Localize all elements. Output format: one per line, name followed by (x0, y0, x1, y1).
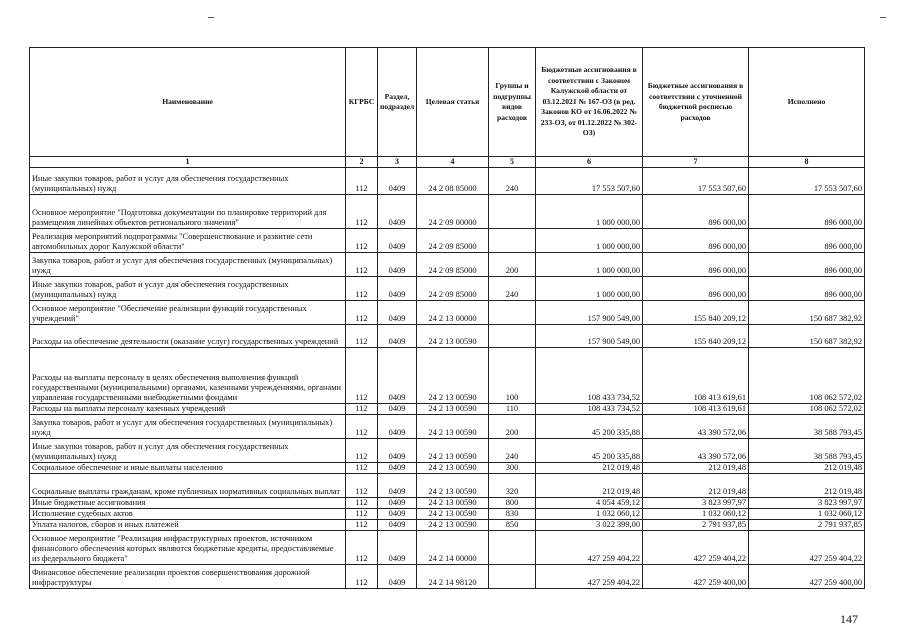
row-kgrbs: 112 (346, 463, 378, 474)
row-executed: 896 000,00 (749, 253, 865, 277)
row-executed: 108 062 572,02 (749, 404, 865, 415)
row-refined: 2 791 937,85 (643, 520, 749, 531)
row-group (489, 229, 536, 253)
row-kgrbs: 112 (346, 565, 378, 589)
row-name: Закупка товаров, работ и услуг для обеспечения государственных (муниципальных) нужд (30, 415, 346, 439)
row-target: 24 2 13 00590 (417, 474, 489, 498)
row-executed: 427 259 400,00 (749, 565, 865, 589)
row-group: 240 (489, 439, 536, 463)
row-name: Основное мероприятие "Подготовка документации по планировке территорий для размещения линейных объектов регионального значения" (30, 195, 346, 229)
row-refined: 17 553 507,60 (643, 168, 749, 195)
row-group: 800 (489, 498, 536, 509)
row-executed: 212 019,48 (749, 474, 865, 498)
row-executed: 17 553 507,60 (749, 168, 865, 195)
row-section: 0409 (378, 498, 417, 509)
header-executed: Исполнено (749, 48, 865, 157)
row-refined: 108 413 619,61 (643, 348, 749, 404)
budget-execution-table (29, 47, 865, 589)
row-section: 0409 (378, 463, 417, 474)
row-target: 24 2 09 85000 (417, 253, 489, 277)
row-group: 100 (489, 348, 536, 404)
row-section: 0409 (378, 415, 417, 439)
header-group: Группы и подгруппы видов расходов (489, 48, 536, 157)
row-name: Уплата налогов, сборов и иных платежей (30, 520, 346, 531)
row-name: Закупка товаров, работ и услуг для обеспечения государственных (муниципальных) нужд (30, 253, 346, 277)
row-group (489, 565, 536, 589)
row-law: 1 000 000,00 (536, 277, 643, 301)
row-group: 200 (489, 415, 536, 439)
scan-mark (880, 17, 886, 18)
row-law: 3 022 399,00 (536, 520, 643, 531)
row-name: Иные бюджетные ассигнования (30, 498, 346, 509)
row-kgrbs: 112 (346, 404, 378, 415)
row-law: 1 000 000,00 (536, 253, 643, 277)
row-target: 24 2 13 00590 (417, 439, 489, 463)
row-law: 45 200 335,88 (536, 439, 643, 463)
table-header-row (30, 48, 865, 157)
row-refined: 896 000,00 (643, 277, 749, 301)
row-kgrbs: 112 (346, 325, 378, 348)
row-section: 0409 (378, 474, 417, 498)
row-law: 17 553 507,60 (536, 168, 643, 195)
row-name: Иные закупки товаров, работ и услуг для обеспечения государственных (муниципальных) нужд (30, 277, 346, 301)
row-section: 0409 (378, 509, 417, 520)
row-law: 4 054 459,12 (536, 498, 643, 509)
column-number: 4 (417, 157, 489, 168)
row-executed: 896 000,00 (749, 195, 865, 229)
row-name: Исполнение судебных актов (30, 509, 346, 520)
row-target: 24 2 13 00590 (417, 404, 489, 415)
row-refined: 212 019,48 (643, 474, 749, 498)
row-target: 24 2 14 98120 (417, 565, 489, 589)
row-executed: 3 823 997,97 (749, 498, 865, 509)
row-executed: 427 259 404,22 (749, 531, 865, 565)
row-section: 0409 (378, 565, 417, 589)
row-law: 157 900 549,00 (536, 325, 643, 348)
row-kgrbs: 112 (346, 498, 378, 509)
row-name: Расходы на выплаты персоналу в целях обеспечения выполнения функций государственными (муниципальными) органами, казенными учреждениями, органами управления государственными внебюджетными фондами (30, 348, 346, 404)
header-target: Целевая статья (417, 48, 489, 157)
row-target: 24 2 13 00590 (417, 463, 489, 474)
row-section: 0409 (378, 253, 417, 277)
table-row (30, 277, 865, 301)
table-row (30, 229, 865, 253)
table-row (30, 325, 865, 348)
table-row (30, 520, 865, 531)
column-number: 1 (30, 157, 346, 168)
row-refined: 1 032 060,12 (643, 509, 749, 520)
row-kgrbs: 112 (346, 253, 378, 277)
header-law: Бюджетные ассигнования в соответствии с Законом Калужской области от 03.12.2021 № 167-ОЗ (в ред. Законов КО от 16.06.2022 № 233-ОЗ, от 01.12.2022 № 302-ОЗ) (536, 48, 643, 157)
row-law: 1 000 000,00 (536, 195, 643, 229)
page-number: 147 (840, 612, 858, 626)
row-refined: 427 259 400,00 (643, 565, 749, 589)
row-section: 0409 (378, 168, 417, 195)
table-row (30, 439, 865, 463)
row-section: 0409 (378, 348, 417, 404)
row-law: 1 032 060,12 (536, 509, 643, 520)
column-number: 7 (643, 157, 749, 168)
row-group: 240 (489, 168, 536, 195)
column-number-row (30, 157, 865, 168)
row-executed: 896 000,00 (749, 229, 865, 253)
row-group: 200 (489, 253, 536, 277)
row-section: 0409 (378, 531, 417, 565)
row-section: 0409 (378, 520, 417, 531)
row-group (489, 195, 536, 229)
row-executed: 150 687 382,92 (749, 325, 865, 348)
table-row (30, 498, 865, 509)
row-kgrbs: 112 (346, 439, 378, 463)
row-law: 1 000 000,00 (536, 229, 643, 253)
row-section: 0409 (378, 439, 417, 463)
row-target: 24 2 09 00000 (417, 195, 489, 229)
row-refined: 43 390 572,06 (643, 439, 749, 463)
row-group: 830 (489, 509, 536, 520)
header-kgrbs: КГРБС (346, 48, 378, 157)
row-refined: 3 823 997,97 (643, 498, 749, 509)
column-number: 2 (346, 157, 378, 168)
row-kgrbs: 112 (346, 229, 378, 253)
row-target: 24 2 13 00000 (417, 301, 489, 325)
row-executed: 150 687 382,92 (749, 301, 865, 325)
row-law: 157 900 549,00 (536, 301, 643, 325)
row-law: 108 433 734,52 (536, 348, 643, 404)
row-refined: 896 000,00 (643, 253, 749, 277)
row-target: 24 2 14 00000 (417, 531, 489, 565)
table-row (30, 195, 865, 229)
row-kgrbs: 112 (346, 301, 378, 325)
table-row (30, 474, 865, 498)
row-executed: 38 588 793,45 (749, 415, 865, 439)
row-target: 24 2 13 00590 (417, 509, 489, 520)
row-name: Расходы на обеспечение деятельности (оказание услуг) государственных учреждений (30, 325, 346, 348)
row-law: 427 259 404,22 (536, 531, 643, 565)
row-law: 212 019,48 (536, 463, 643, 474)
row-name: Реализация мероприятий подпрограммы "Совершенствование и развитие сети автомобильных дорог Калужской области" (30, 229, 346, 253)
row-law: 212 019,48 (536, 474, 643, 498)
row-law: 108 433 734,52 (536, 404, 643, 415)
row-section: 0409 (378, 404, 417, 415)
row-refined: 155 840 209,12 (643, 301, 749, 325)
row-refined: 427 259 404,22 (643, 531, 749, 565)
row-executed: 2 791 937,85 (749, 520, 865, 531)
row-refined: 108 413 619,61 (643, 404, 749, 415)
table-row (30, 565, 865, 589)
row-kgrbs: 112 (346, 531, 378, 565)
row-executed: 896 000,00 (749, 277, 865, 301)
row-name: Социальное обеспечение и иные выплаты населению (30, 463, 346, 474)
row-kgrbs: 112 (346, 277, 378, 301)
row-executed: 38 588 793,45 (749, 439, 865, 463)
header-name: Наименование (30, 48, 346, 157)
row-group (489, 531, 536, 565)
row-name: Основное мероприятие "Реализация инфраструктурных проектов, источником финансового обеспечения которых являются бюджетные кредиты, предоставляемые из федерального бюджета" (30, 531, 346, 565)
row-kgrbs: 112 (346, 509, 378, 520)
row-name: Иные закупки товаров, работ и услуг для обеспечения государственных (муниципальных) нужд (30, 168, 346, 195)
row-target: 24 2 09 85000 (417, 277, 489, 301)
row-law: 427 259 404,22 (536, 565, 643, 589)
row-section: 0409 (378, 229, 417, 253)
column-number: 5 (489, 157, 536, 168)
row-kgrbs: 112 (346, 195, 378, 229)
row-target: 24 2 13 00590 (417, 348, 489, 404)
header-section: Раздел, подраздел (378, 48, 417, 157)
table-row (30, 301, 865, 325)
table-row (30, 253, 865, 277)
row-section: 0409 (378, 325, 417, 348)
row-executed: 108 062 572,02 (749, 348, 865, 404)
row-refined: 896 000,00 (643, 229, 749, 253)
row-group (489, 325, 536, 348)
row-refined: 43 390 572,06 (643, 415, 749, 439)
row-executed: 212 019,48 (749, 463, 865, 474)
table-row (30, 404, 865, 415)
row-law: 45 200 335,88 (536, 415, 643, 439)
column-number: 3 (378, 157, 417, 168)
scan-mark (208, 17, 214, 18)
header-refined: Бюджетные ассигнования в соответствии с уточненной бюджетной росписью расходов (643, 48, 749, 157)
table-row (30, 531, 865, 565)
row-group: 300 (489, 463, 536, 474)
row-section: 0409 (378, 301, 417, 325)
row-name: Социальные выплаты гражданам, кроме публичных нормативных социальных выплат (30, 474, 346, 498)
row-kgrbs: 112 (346, 348, 378, 404)
row-section: 0409 (378, 195, 417, 229)
row-kgrbs: 112 (346, 474, 378, 498)
table-row (30, 463, 865, 474)
column-number: 6 (536, 157, 643, 168)
row-group: 240 (489, 277, 536, 301)
row-refined: 896 000,00 (643, 195, 749, 229)
row-group: 320 (489, 474, 536, 498)
row-executed: 1 032 060,12 (749, 509, 865, 520)
row-target: 24 2 08 85000 (417, 168, 489, 195)
table-row (30, 348, 865, 404)
row-section: 0409 (378, 277, 417, 301)
row-target: 24 2 13 00590 (417, 520, 489, 531)
table-row (30, 168, 865, 195)
column-number: 8 (749, 157, 865, 168)
table-row (30, 415, 865, 439)
row-target: 24 2 09 85000 (417, 229, 489, 253)
row-name: Основное мероприятие "Обеспечение реализации функций государственных учреждений" (30, 301, 346, 325)
row-name: Расходы на выплаты персоналу казенных учреждений (30, 404, 346, 415)
row-group (489, 301, 536, 325)
row-target: 24 2 13 00590 (417, 498, 489, 509)
row-refined: 212 019,48 (643, 463, 749, 474)
row-kgrbs: 112 (346, 415, 378, 439)
row-group: 850 (489, 520, 536, 531)
row-kgrbs: 112 (346, 168, 378, 195)
table-row (30, 509, 865, 520)
row-group: 110 (489, 404, 536, 415)
row-name: Иные закупки товаров, работ и услуг для обеспечения государственных (муниципальных) нужд (30, 439, 346, 463)
row-kgrbs: 112 (346, 520, 378, 531)
row-name: Финансовое обеспечение реализации проектов совершенствования дорожной инфраструктуры (30, 565, 346, 589)
row-target: 24 2 13 00590 (417, 415, 489, 439)
row-refined: 155 840 209,12 (643, 325, 749, 348)
row-target: 24 2 13 00590 (417, 325, 489, 348)
